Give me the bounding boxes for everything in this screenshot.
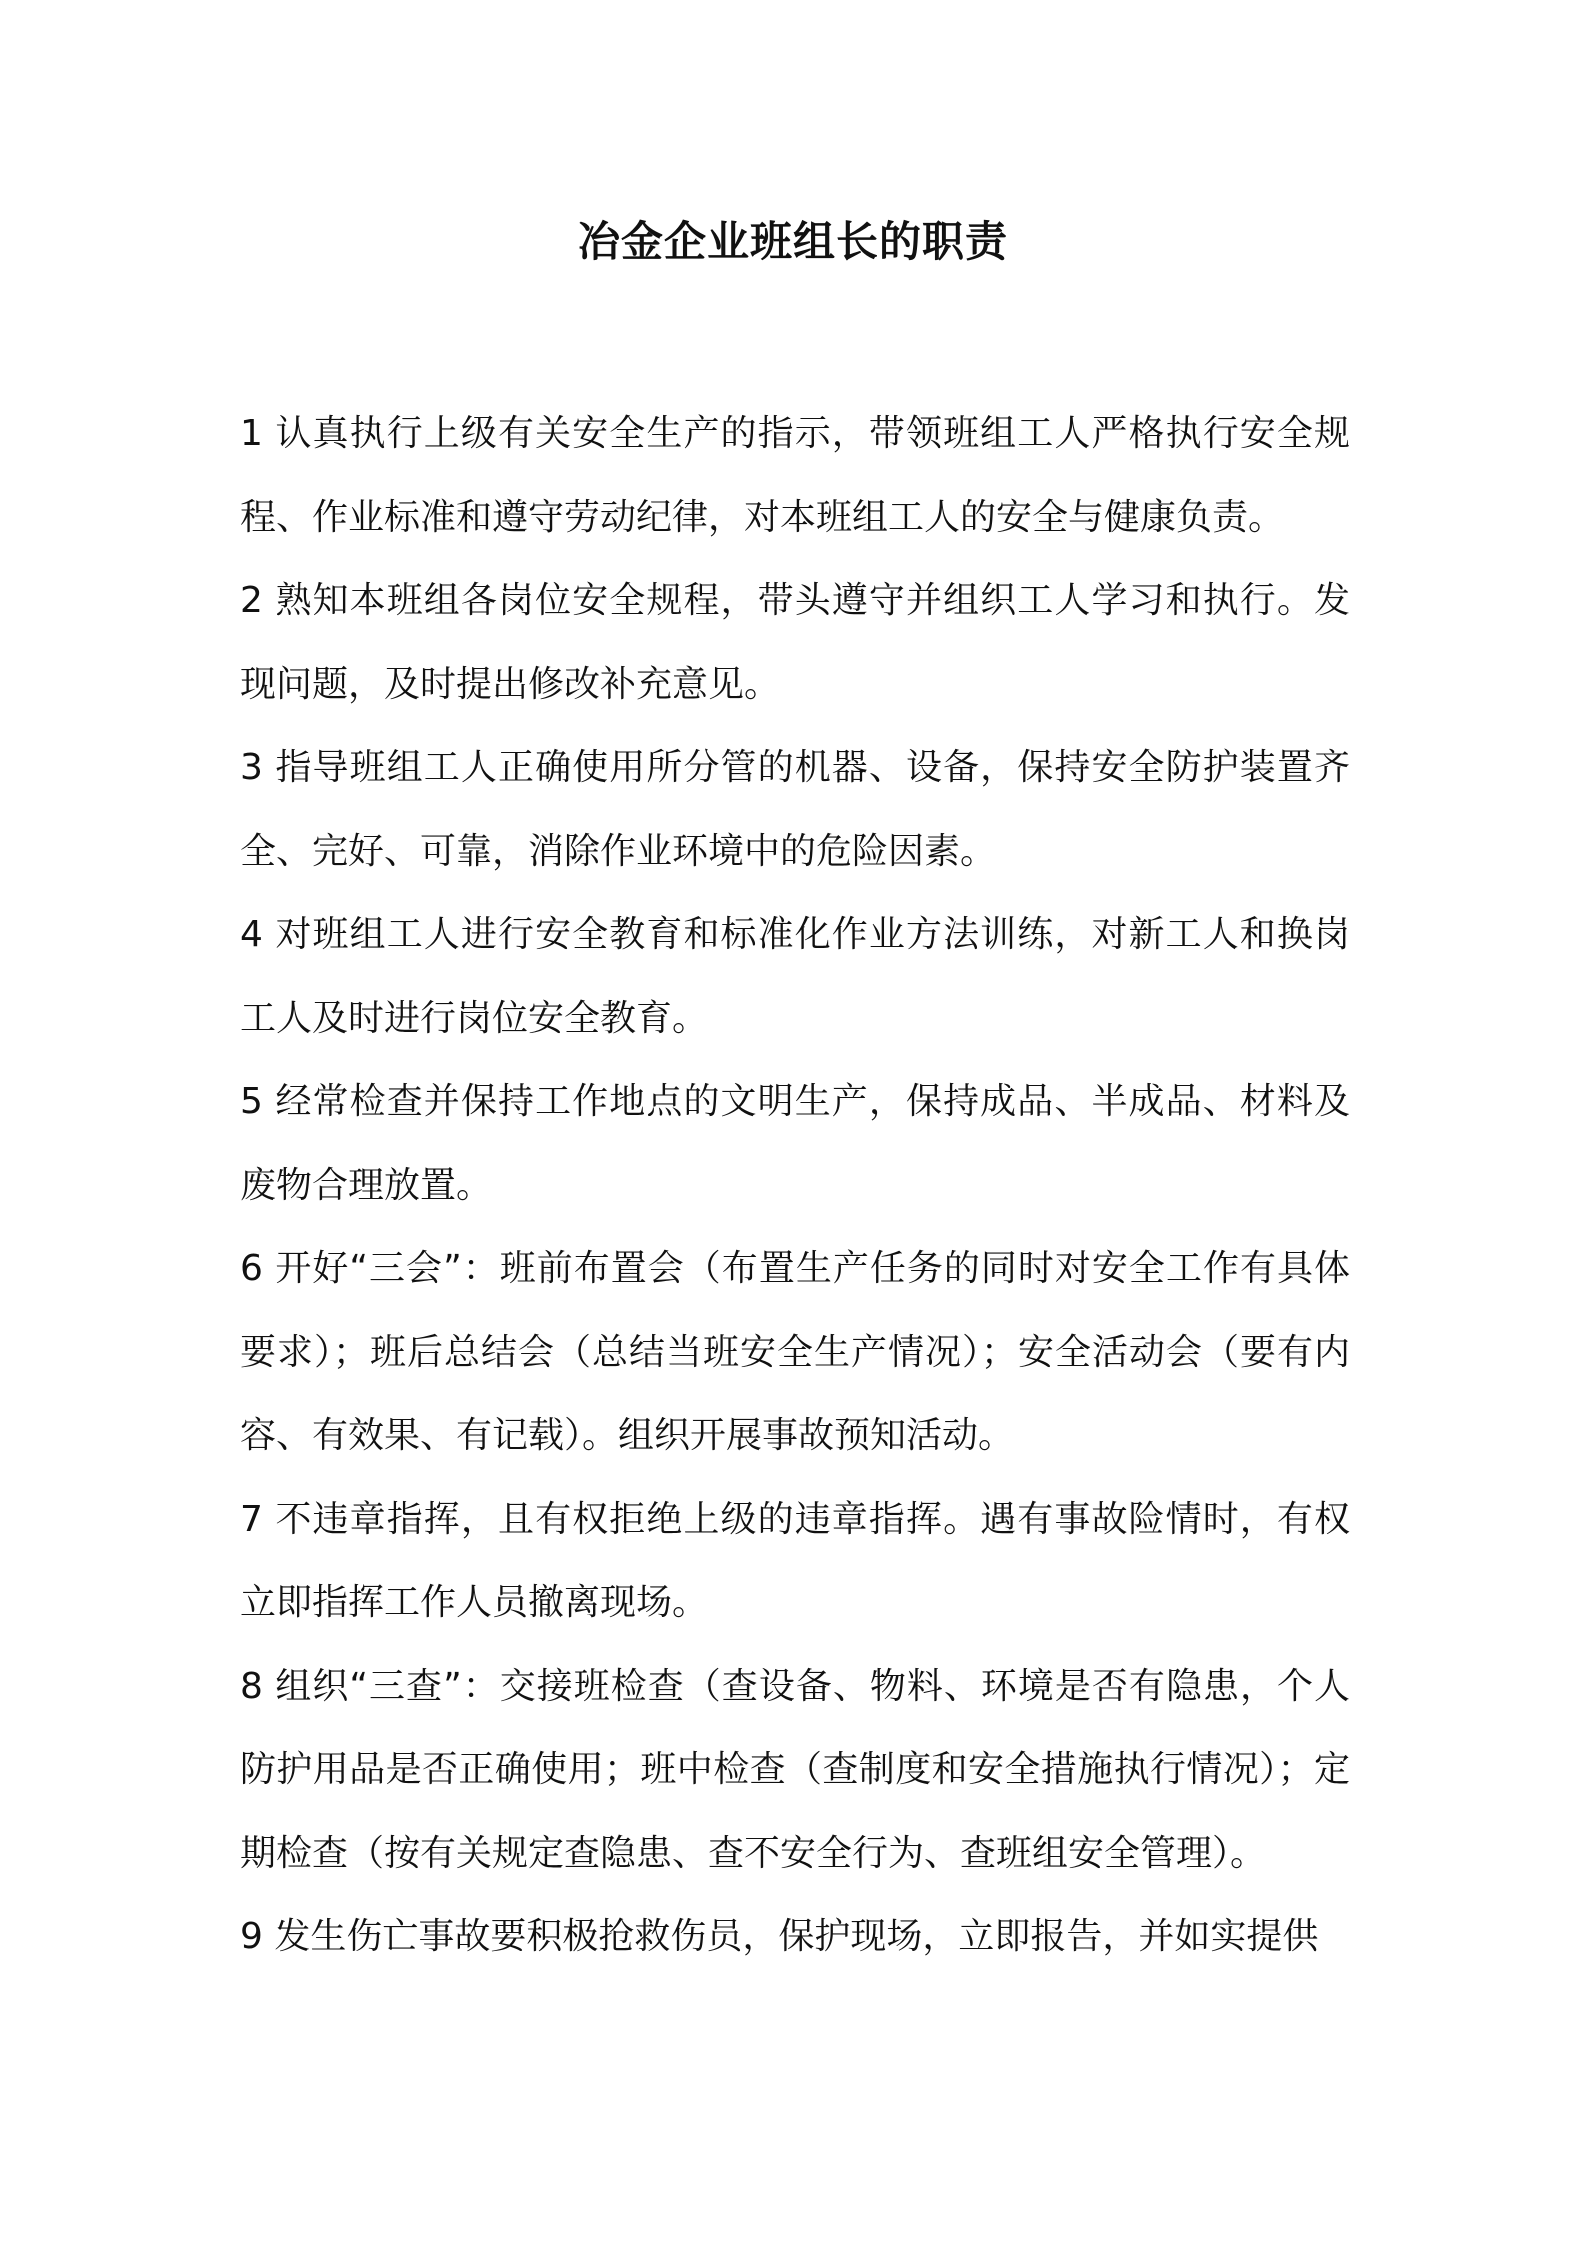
document-title: 冶金企业班组长的职责 [577,217,1008,266]
duty-item-8: 8 组织“三查”：交接班检查（查设备、物料、环境是否有隐患，个人防护用品是否正确使用；班中检查（查制度和安全措施执行情况）；定期检查（按有关规定查隐患、查不安全行为、查班组安全管理）。 [240,1665,1350,1874]
duty-item-9: 9 发生伤亡事故要积极抢救伤员，保护现场，立即报告，并如实提供 [240,1916,1319,1957]
duty-item-6: 6 开好“三会”：班前布置会（布置生产任务的同时对安全工作有具体要求）；班后总结会（总结当班安全生产情况）；安全活动会（要有内容、有效果、有记载）。组织开展事故预知活动。 [240,1248,1350,1456]
duty-item-7: 7 不违章指挥，且有权拒绝上级的违章指挥。遇有事故险情时，有权立即指挥工作人员撤离现场。 [240,1498,1350,1623]
duty-item-3: 3 指导班组工人正确使用所分管的机器、设备，保持安全防护装置齐全、完好、可靠，消除作业环境中的危险因素。 [240,747,1350,872]
duty-item-5: 5 经常检查并保持工作地点的文明生产，保持成品、半成品、材料及废物合理放置。 [240,1081,1350,1206]
duty-item-2: 2 熟知本班组各岗位安全规程，带头遵守并组织工人学习和执行。发现问题，及时提出修改补充意见。 [240,580,1350,705]
duty-item-4: 4 对班组工人进行安全教育和标准化作业方法训练，对新工人和换岗工人及时进行岗位安全教育。 [240,914,1350,1039]
duty-list [240,392,1350,1979]
duty-item-1: 1 认真执行上级有关安全生产的指示，带领班组工人严格执行安全规程、作业标准和遵守劳动纪律，对本班组工人的安全与健康负责。 [240,413,1350,538]
